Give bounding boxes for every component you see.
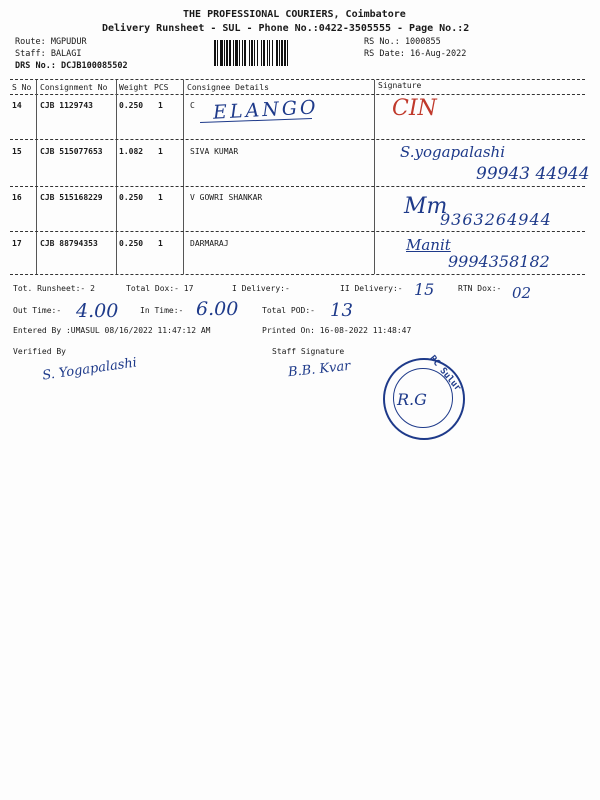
printed-on: Printed On: 16-08-2022 11:48:47 (262, 326, 412, 335)
i-delivery: I Delivery:- (232, 284, 290, 293)
row-divider (10, 186, 585, 187)
col-divider (36, 80, 37, 274)
handwritten-signature: S.yogapalashi (400, 143, 505, 161)
rs-number: RS No.: 1000855 (364, 37, 441, 47)
handwritten-signature: Mm (404, 194, 448, 219)
handwritten-phone: 9994358182 (448, 252, 550, 271)
verified-signature: S. Yogapalashi (41, 355, 138, 384)
handwritten-name: ELANGO (212, 96, 320, 124)
row-consignee: SIVA KUMAR (190, 147, 239, 156)
rtn-dox: RTN Dox:- (458, 284, 502, 293)
entered-by: Entered By :UMASUL 08/16/2022 11:47:12 AM (13, 326, 211, 335)
row-pcs: 1 (158, 239, 163, 248)
row-pcs: 1 (158, 147, 163, 156)
in-time-value: 6.00 (196, 298, 239, 320)
out-time: Out Time:- (13, 306, 62, 315)
handwritten-signature: Manit (406, 236, 451, 254)
col-divider (116, 80, 117, 274)
staff-signature: B.B. Kvar (287, 358, 352, 381)
table-bottom-rule (10, 274, 585, 275)
row-consignment: CJB 1129743 (40, 101, 93, 110)
stamp-text: PC Sulur (427, 353, 463, 394)
col-divider (183, 80, 184, 274)
out-time-value: 4.00 (76, 300, 119, 322)
row-sno: 15 (12, 147, 22, 156)
row-weight: 0.250 (119, 101, 144, 110)
handwritten-phone: 99943 44944 (476, 164, 590, 184)
drs-number: DRS No.: DCJB100085502 (15, 61, 128, 71)
runsheet-subtitle: Delivery Runsheet - SUL - Phone No.:0422-3505555 - Page No.:2 (102, 23, 470, 34)
handwritten-signature: CIN (392, 96, 437, 121)
barcode (214, 40, 356, 66)
office-stamp (383, 353, 465, 440)
company-title: THE PROFESSIONAL COURIERS, Coimbatore (183, 9, 406, 20)
row-sno: 16 (12, 193, 22, 202)
row-sno: 17 (12, 239, 22, 248)
route-label: Route: MGPUDUR (15, 37, 87, 47)
staff-signature-label: Staff Signature (272, 347, 345, 356)
staff-label: Staff: BALAGI (15, 49, 82, 59)
col-divider (374, 80, 375, 274)
barcode-bar (288, 40, 291, 66)
row-weight: 0.250 (119, 193, 144, 202)
row-consignment: CJB 515077653 (40, 147, 103, 156)
rs-date: RS Date: 16-Aug-2022 (364, 49, 467, 59)
row-pcs: 1 (158, 193, 163, 202)
ii-delivery-value: 15 (414, 280, 435, 299)
total-pod-value: 13 (330, 300, 353, 321)
row-sno: 14 (12, 101, 22, 110)
table-header-rule (10, 94, 585, 95)
stamp-signature: R.G (397, 390, 427, 409)
col-header-sno: S No (12, 83, 32, 92)
col-header-pcs: PCS (154, 83, 169, 92)
row-weight: 0.250 (119, 239, 144, 248)
ii-delivery: II Delivery:- (340, 284, 403, 293)
total-dox: Total Dox:- 17 (126, 284, 194, 293)
verified-by-label: Verified By (13, 347, 66, 356)
row-consignee: V GOWRI SHANKAR (190, 193, 263, 202)
row-consignment: CJB 88794353 (40, 239, 98, 248)
row-divider (10, 139, 585, 140)
tot-runsheet: Tot. Runsheet:- 2 (13, 284, 95, 293)
col-header-consignment: Consignment No (40, 83, 108, 92)
rtn-dox-value: 02 (512, 284, 532, 302)
row-pcs: 1 (158, 101, 163, 110)
row-consignee: DARMARAJ (190, 239, 229, 248)
total-pod: Total POD:- (262, 306, 315, 315)
row-consignment: CJB 515168229 (40, 193, 103, 202)
row-weight: 1.082 (119, 147, 144, 156)
row-divider (10, 231, 585, 232)
col-header-signature: Signature (378, 81, 422, 90)
col-header-weight: Weight (119, 83, 148, 92)
table-top-rule (10, 79, 585, 80)
handwritten-phone: 9363264944 (440, 210, 552, 229)
col-header-consignee: Consignee Details (187, 83, 269, 92)
row-consignee: C (190, 101, 195, 110)
in-time: In Time:- (140, 306, 184, 315)
